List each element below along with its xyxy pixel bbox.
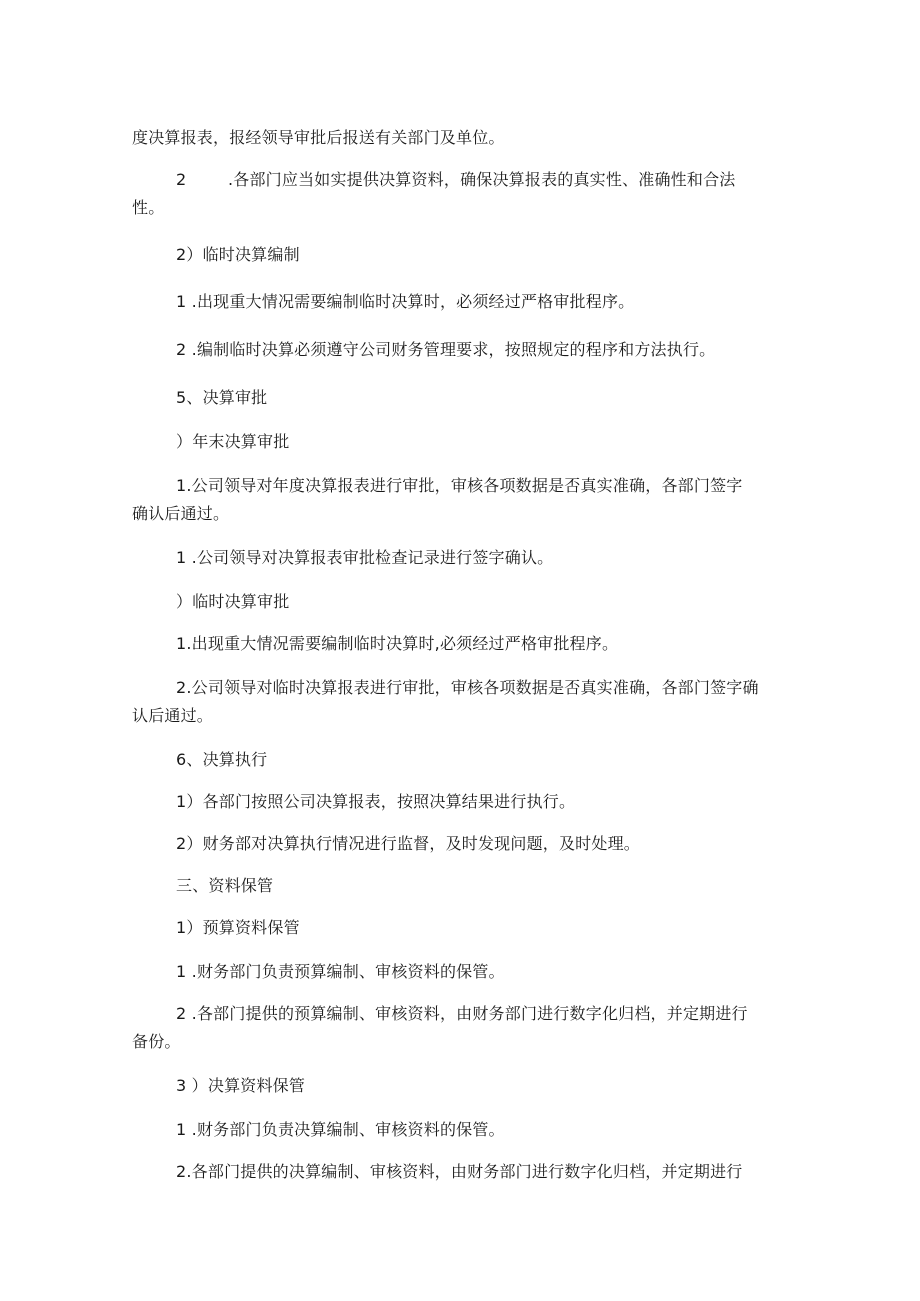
list-item: 2.各部门提供的决算编制、审核资料，由财务部门进行数字化归档，并定期进行: [176, 1162, 743, 1181]
section-heading: 2）临时决算编制: [176, 245, 300, 264]
list-item: 2 .各部门提供的预算编制、审核资料，由财务部门进行数字化归档，并定期进行: [176, 1004, 748, 1023]
list-item: 1.公司领导对年度决算报表进行审批，审核各项数据是否真实准确，各部门签字: [176, 476, 743, 495]
section-heading: 6、决算执行: [176, 750, 268, 769]
paragraph-line: 度决算报表，报经领导审批后报送有关部门及单位。: [132, 128, 505, 147]
section-heading: 3 ）决算资料保管: [176, 1076, 306, 1095]
list-item: 1 .财务部门负责决算编制、审核资料的保管。: [176, 1120, 505, 1139]
list-item: 1.出现重大情况需要编制临时决算时,必须经过严格审批程序。: [176, 634, 619, 653]
list-item: 1 .出现重大情况需要编制临时决算时，必须经过严格审批程序。: [176, 292, 635, 311]
section-heading: 5、决算审批: [176, 388, 268, 407]
list-number: 2: [176, 170, 187, 189]
list-item: 1）各部门按照公司决算报表，按照决算结果进行执行。: [176, 792, 576, 811]
paragraph-line: 备份。: [132, 1032, 181, 1051]
list-item: 2 .编制临时决算必须遵守公司财务管理要求，按照规定的程序和方法执行。: [176, 340, 716, 359]
list-item: 2.公司领导对临时决算报表进行审批，审核各项数据是否真实准确，各部门签字确: [176, 678, 759, 697]
paragraph-line: 确认后通过。: [132, 504, 230, 523]
section-heading: ）年末决算审批: [176, 432, 290, 451]
list-item: 1 .公司领导对决算报表审批检查记录进行签字确认。: [176, 548, 554, 567]
paragraph-line: .各部门应当如实提供决算资料，确保决算报表的真实性、准确性和合法: [228, 170, 736, 189]
section-heading: 三、资料保管: [176, 876, 274, 895]
list-item: 1 .财务部门负责预算编制、审核资料的保管。: [176, 962, 505, 981]
paragraph-line: 性。: [132, 198, 165, 217]
section-heading: 1）预算资料保管: [176, 918, 300, 937]
paragraph-line: 认后通过。: [132, 706, 214, 725]
section-heading: ）临时决算审批: [176, 592, 290, 611]
list-item: 2）财务部对决算执行情况进行监督，及时发现问题，及时处理。: [176, 834, 640, 853]
